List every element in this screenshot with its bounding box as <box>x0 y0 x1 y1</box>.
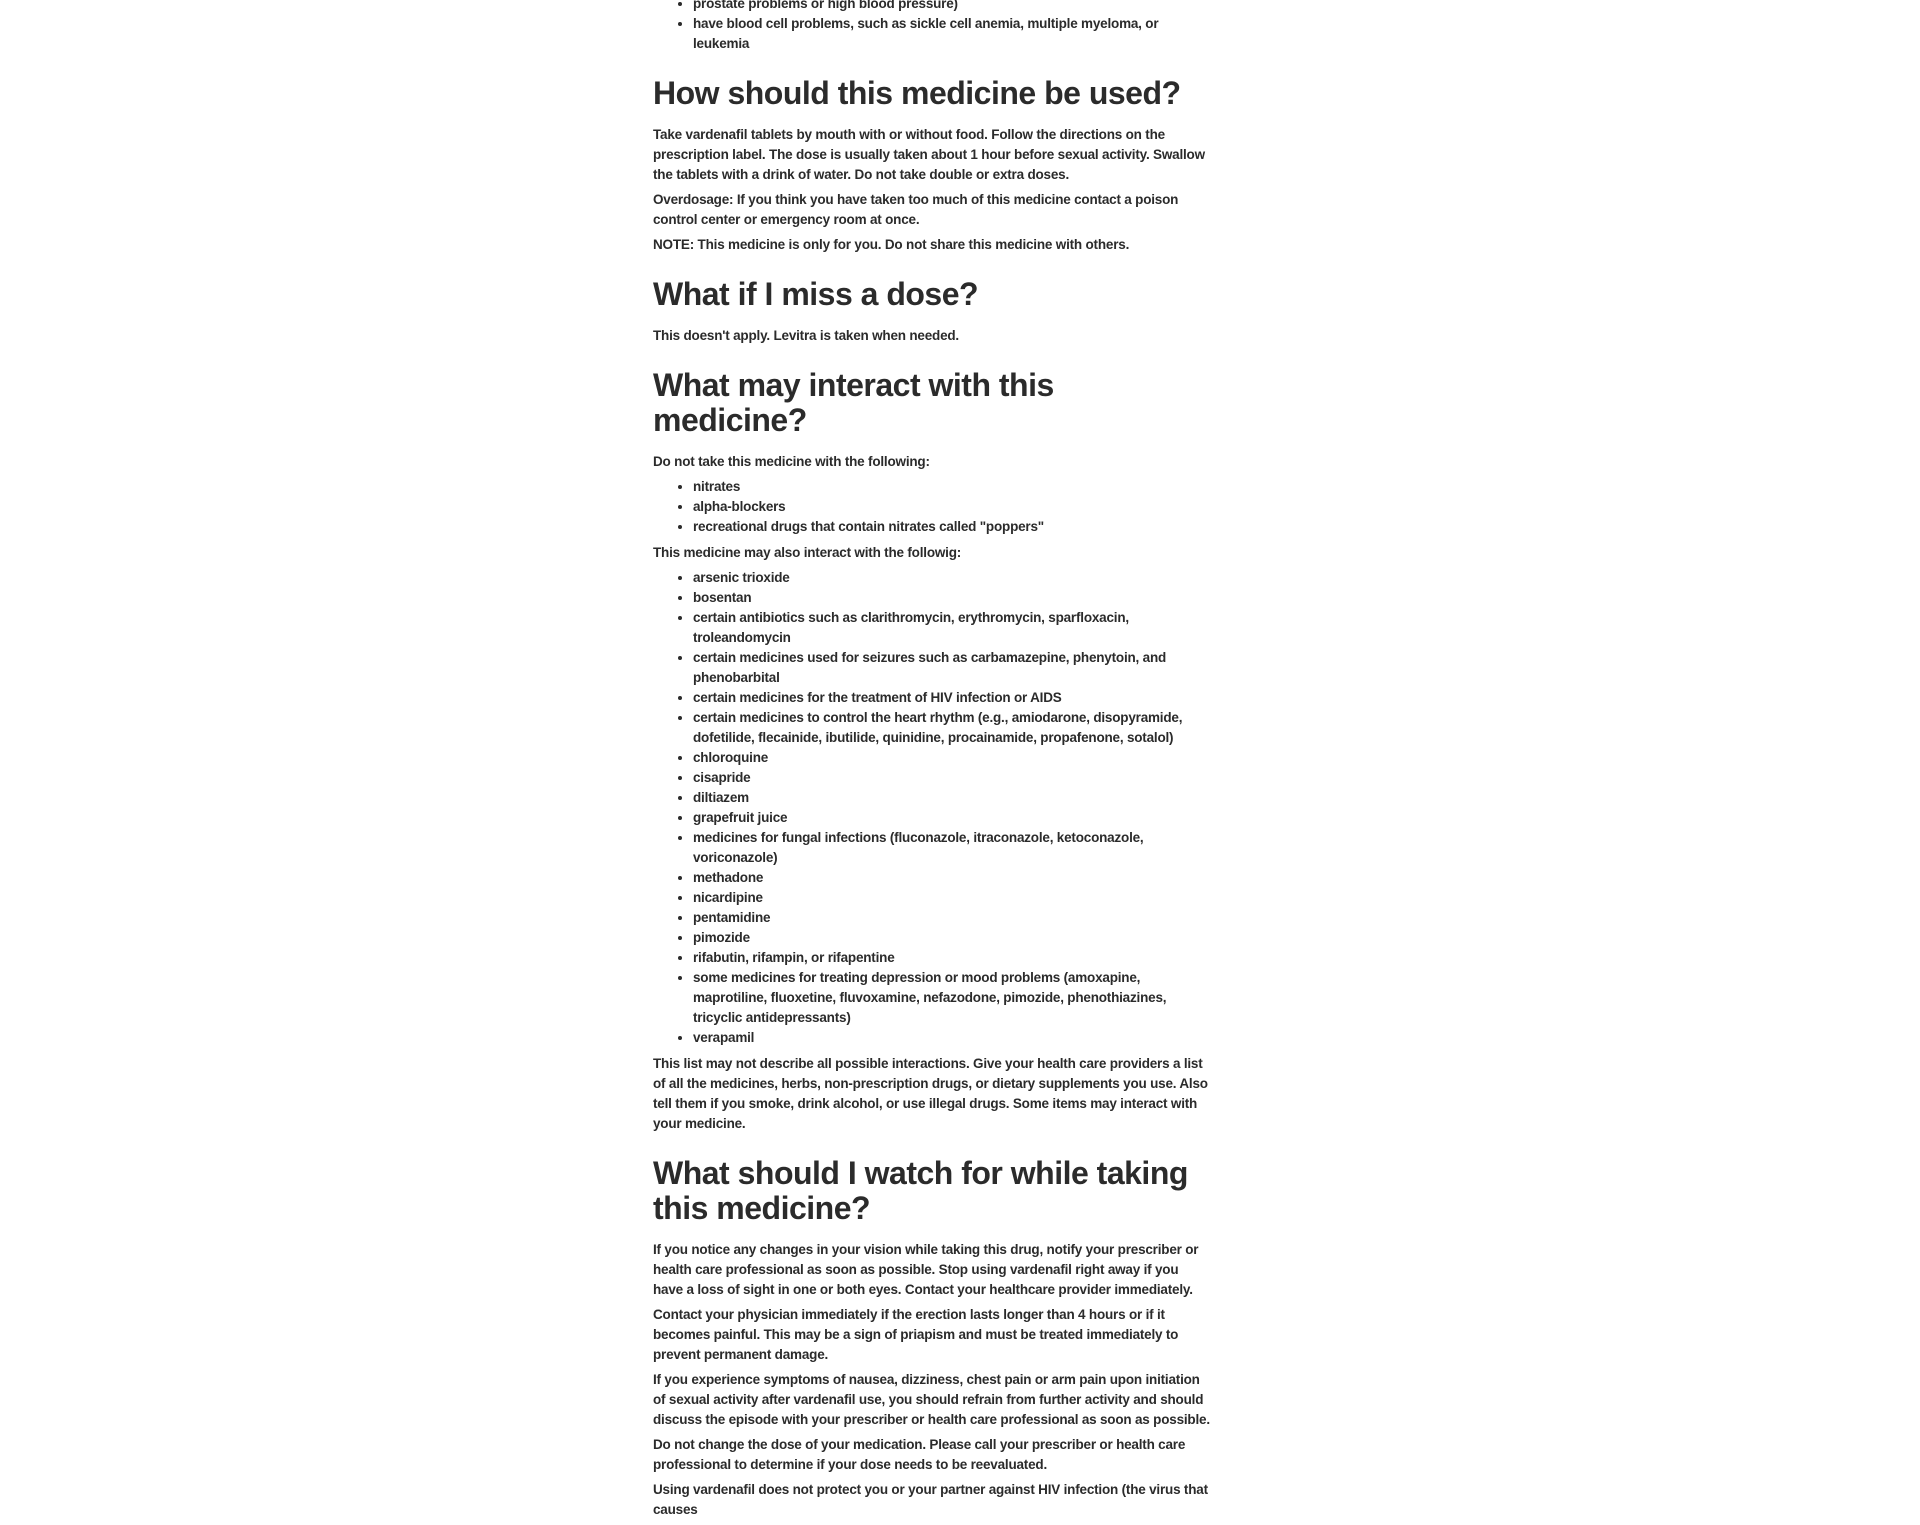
list-item: • medicines for fungal infections (fluconazole, itraconazole, ketoconazole, voriconazole) <box>693 828 1210 868</box>
article-content <box>653 0 1210 1525</box>
list-item: • grapefruit juice <box>693 808 1210 828</box>
paragraph-do-not-take-intro: Do not take this medicine with the following: <box>653 454 930 469</box>
list-item: • prostate problems or high blood pressure) <box>693 0 1210 14</box>
list-item: • diltiazem <box>693 788 1210 808</box>
list-item: • pentamidine <box>693 908 1210 928</box>
list-item: • verapamil <box>693 1028 1210 1048</box>
list-item: • nicardipine <box>693 888 1210 908</box>
paragraph-dose-change: Do not change the dose of your medication. Please call your prescriber or health care professional to determine if your dose needs to be reevaluated. <box>653 1437 1186 1472</box>
interactions-list <box>653 568 1210 1048</box>
list-item: • recreational drugs that contain nitrates called "poppers" <box>693 517 1210 537</box>
paragraph-may-interact-intro: This medicine may also interact with the followig: <box>653 545 962 560</box>
list-item: • alpha-blockers <box>693 497 1210 517</box>
list-item: • cisapride <box>693 768 1210 788</box>
paragraph-miss-dose: This doesn't apply. Levitra is taken when needed. <box>653 328 959 343</box>
paragraph-priapism: Contact your physician immediately if the erection lasts longer than 4 hours or if it becomes painful. This may be a sign of priapism and must be treated immediately to prevent permanent damage. <box>653 1307 1179 1362</box>
list-item: • certain medicines used for seizures such as carbamazepine, phenytoin, and phenobarbital <box>693 648 1210 688</box>
paragraph-interactions-outro: This list may not describe all possible interactions. Give your health care providers a list of all the medicines, herbs, non-prescription drugs, or dietary supplements you use. Also tell them if you smoke, drink alcohol, or use illegal drugs. Some items may interact with your medicine. <box>653 1056 1208 1131</box>
section-heading-how-used: How should this medicine be used? <box>653 75 1181 111</box>
list-item: • have blood cell problems, such as sickle cell anemia, multiple myeloma, or leukemia <box>693 14 1210 54</box>
paragraph-symptoms: If you experience symptoms of nausea, dizziness, chest pain or arm pain upon initiation of sexual activity after vardenafil use, you should refrain from further activity and should discuss the episode with your prescriber or health care professional as soon as possible. <box>653 1372 1210 1427</box>
list-item: • chloroquine <box>693 748 1210 768</box>
paragraph-vision-changes: If you notice any changes in your vision while taking this drug, notify your prescriber or health care professional as soon as possible. Stop using vardenafil right away if you have a loss of sight in one or both eyes. Contact your healthcare provider immediately. <box>653 1242 1199 1297</box>
list-item: • arsenic trioxide <box>693 568 1210 588</box>
list-item: • certain medicines to control the heart rhythm (e.g., amiodarone, disopyramide, dofetilide, flecainide, ibutilide, quinidine, procainamide, propafenone, sotalol) <box>693 708 1210 748</box>
list-item: • bosentan <box>693 588 1210 608</box>
section-heading-interactions: What may interact with this medicine? <box>653 367 1054 438</box>
contraindicated-list <box>653 477 1210 537</box>
list-item: • methadone <box>693 868 1210 888</box>
list-item: • nitrates <box>693 477 1210 497</box>
paragraph-hiv-protection: Using vardenafil does not protect you or your partner against HIV infection (the virus that causes <box>653 1482 1208 1517</box>
section-heading-miss-dose: What if I miss a dose? <box>653 276 979 312</box>
list-item: • some medicines for treating depression or mood problems (amoxapine, maprotiline, fluoxetine, fluvoxamine, nefazodone, pimozide, phenothiazines, tricyclic antidepressants) <box>693 968 1210 1028</box>
list-item: • pimozide <box>693 928 1210 948</box>
paragraph-note: NOTE: This medicine is only for you. Do not share this medicine with others. <box>653 237 1130 252</box>
top-bullet-list <box>653 0 1210 54</box>
paragraph-overdosage: Overdosage: If you think you have taken too much of this medicine contact a poison control center or emergency room at once. <box>653 192 1179 227</box>
section-heading-watch-for: What should I watch for while taking this medicine? <box>653 1155 1188 1226</box>
list-item: • certain medicines for the treatment of HIV infection or AIDS <box>693 688 1210 708</box>
list-item: • certain antibiotics such as clarithromycin, erythromycin, sparfloxacin, troleandomycin <box>693 608 1210 648</box>
list-item: • rifabutin, rifampin, or rifapentine <box>693 948 1210 968</box>
paragraph-dosage-directions: Take vardenafil tablets by mouth with or without food. Follow the directions on the prescription label. The dose is usually taken about 1 hour before sexual activity. Swallow the tablets with a drink of water. Do not take double or extra doses. <box>653 127 1205 182</box>
